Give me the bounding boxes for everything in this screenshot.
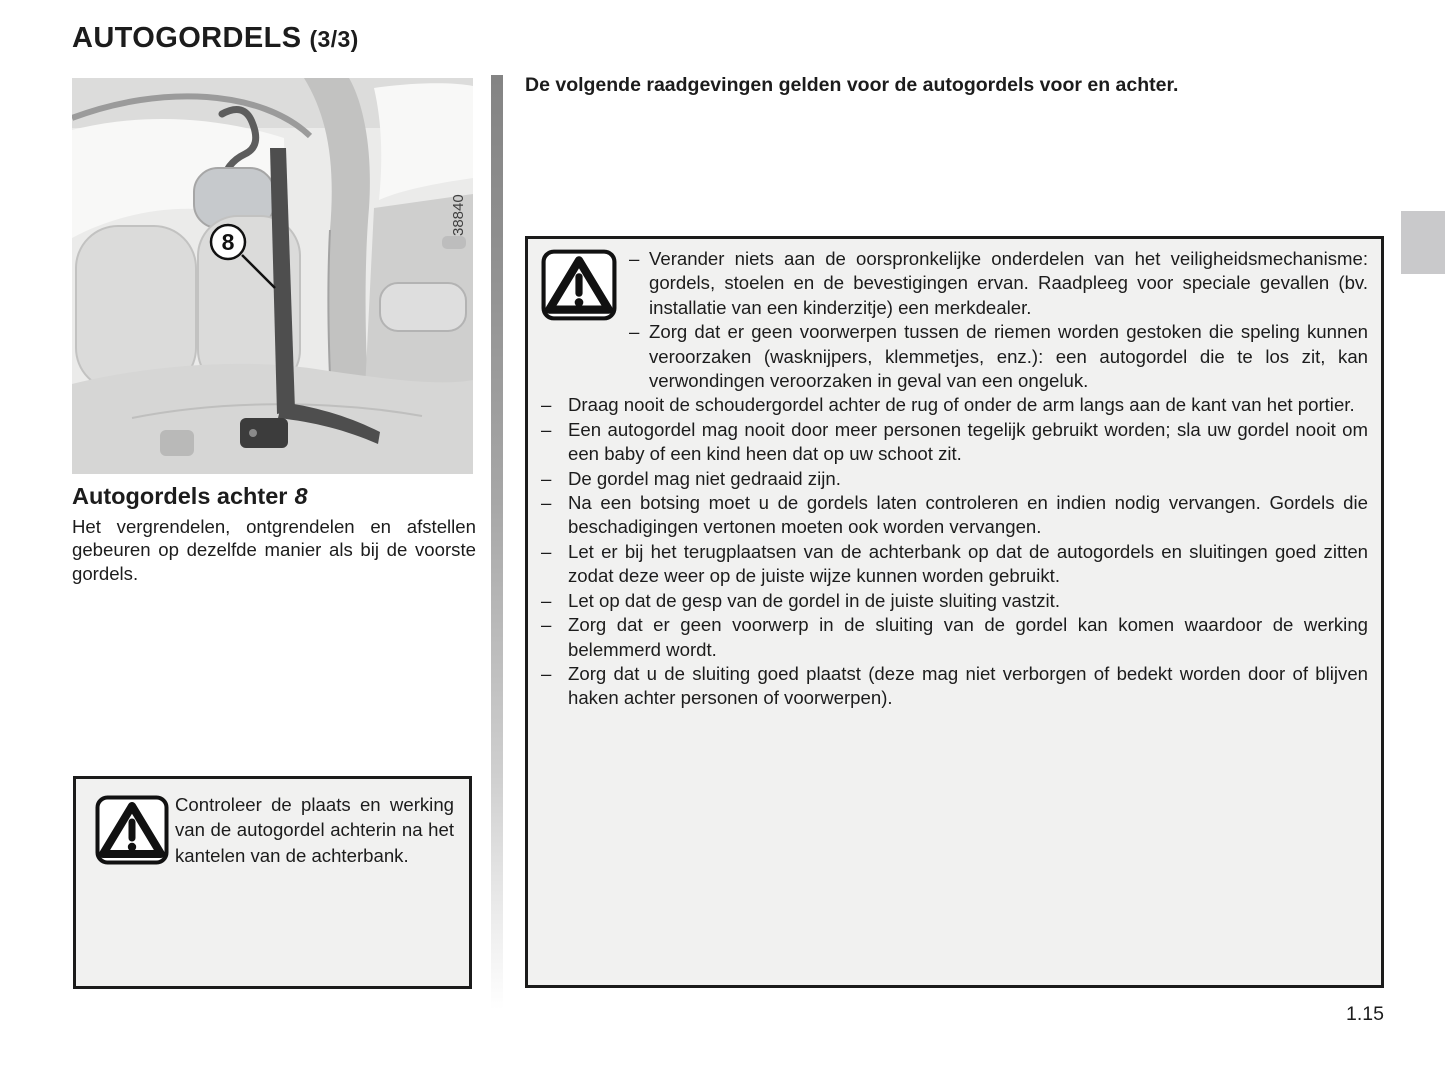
warning-list [541,393,1368,710]
figure-rear-seatbelt-illustration [72,78,473,474]
armrest [380,283,466,331]
warning-item-text: Zorg dat u de sluiting goed plaatst (deze mag niet verborgen of bedekt worden door of blijven haken achter personen of voorwerpen). [568,662,1368,709]
rear-seat-illustration [72,78,473,474]
warning-list-item [541,589,1368,613]
warning-item-text: Zorg dat er geen voorwerp in de sluiting van de gordel kan komen waardoor de werking belemmerd wordt. [568,614,1368,660]
page-title-text: AUTOGORDELS [72,22,302,54]
warning-list-item [541,540,1368,589]
belt-buckle [240,418,288,448]
warning-list-item [541,613,1368,662]
warning-list-item [629,247,1368,320]
dash-bullet: – [541,614,552,636]
warning-item-text: Verander niets aan de oorspronkelijke onderdelen van het veiligheidsmechanisme: gordels, stoelen en de bevestigingen ervan. Raadpleeg voor speciale gevallen (bv. installatie van een kinderzitje) een merkdealer. [649,248,1368,318]
warning-list-item [541,662,1368,711]
warning-list-item [541,491,1368,540]
isofix-anchor [160,430,194,456]
warning-list-item [541,393,1368,417]
dash-bullet: – [541,418,552,440]
dash-bullet: – [629,321,640,343]
column-divider-bar [491,75,503,1010]
warning-text: Controleer de plaats en werking van de autogordel achterin na het kantelen van de achterbank. [175,794,454,866]
dash-bullet: – [541,467,552,489]
warning-list-item [541,467,1368,491]
dash-bullet: – [541,394,552,416]
warning-list-item [629,320,1368,393]
advice-intro: De volgende raadgevingen gelden voor de autogordels voor en achter. [525,74,1179,96]
warning-item-text: Na een botsing moet u de gordels laten controleren en indien nodig vervangen. Gordels die beschadigingen vertonen moeten ook worden vervangen. [568,492,1368,538]
dash-bullet: – [629,248,640,269]
warning-item-text: Let op dat de gesp van de gordel in de juiste sluiting vastzit. [568,589,1061,611]
dash-bullet: – [541,540,552,562]
callout-number: 8 [221,229,235,255]
warning-triangle-icon [95,795,169,870]
warning-item-text: Een autogordel mag nooit door meer personen tegelijk gebruikt worden; sla uw gordel nooit om een baby of een kind heen dat op uw schoot zit. [568,418,1368,465]
section-heading-ref-number: 8 [294,483,308,509]
figure-code: 38840 [450,194,467,236]
chapter-thumb-tab [1401,211,1445,274]
section-heading [72,483,308,510]
warning-triangle-icon [541,249,617,326]
warning-list-item [541,418,1368,467]
page-title-suffix: (3/3) [309,26,359,52]
warning-box-right [525,236,1384,988]
warning-list-indented [629,247,1368,393]
dash-bullet: – [541,662,552,684]
page-number: 1.15 [1346,1003,1384,1025]
dash-bullet: – [541,492,552,514]
warning-item-text: De gordel mag niet gedraaid zijn. [568,467,841,489]
warning-item-text: Zorg dat er geen voorwerpen tussen de riemen worden gestoken die speling kunnen veroorzaken (wasknijpers, klemmetjes, enz.): een autogordel die te los zit, kan verwondingen veroorzaken in geval van een ongeluk. [649,321,1368,392]
warning-box-left [73,776,472,989]
seatback-left [76,226,196,390]
section-heading-text: Autogordels achter [72,483,288,509]
dash-bullet: – [541,589,552,611]
warning-item-text: Let er bij het terugplaatsen van de achterbank op dat de autogordels en sluitingen goed zitten zodat deze weer op de juiste wijze kunnen worden gebruikt. [568,540,1368,587]
page-title [72,22,359,55]
section-body-paragraph: Het vergrendelen, ontgrendelen en afstellen gebeuren op dezelfde manier als bij de voorste gordels. [72,516,476,584]
warning-item-text: Draag nooit de schoudergordel achter de rug of onder de arm langs aan de kant van het portier. [568,394,1355,416]
door-handle [442,236,466,249]
